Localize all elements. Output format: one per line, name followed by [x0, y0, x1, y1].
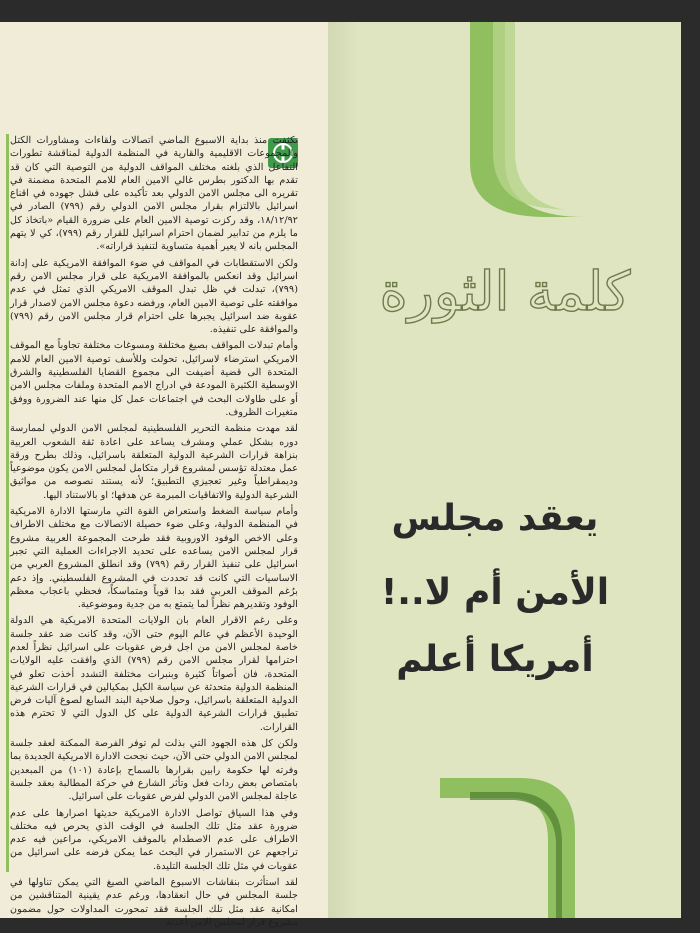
headline-line-1: يعقد مجلس الأمن أم لا..! [380, 498, 610, 613]
masthead-title: كلمة الثورة [379, 260, 631, 323]
top-green-swoosh [470, 22, 585, 217]
article-paragraph: لقد استأثرت بنقاشات الاسبوع الماضي الصيغ التي يمكن تناولها في جلسة المجلس في حال انعقادها، ورغم عدم يقينية المتناقشين من امكانية عقد مثل تلك الجلسة فقد تمحورت المداولات حول مضمون مشروع قرار لمجلس الامن أعدته [10, 877, 298, 928]
article-paragraph: وأمام سياسة الضغط واستعراض القوة التي مارستها الادارة الامريكية في المنظمة الدولية، وعلى ضوء حصيلة الاتصالات مع مختلف الاطراف وعلى الاخص الوفود الاوروبية فقد طرحت المجموعة العربية مشروع قرار لمجلس الامن يساعده على تحديد الاجراءات العملية التي تجبر اسرائيل على تنفيذ القرار رقم (٧٩٩) وقد انطلق المشروع العربي من الاساسيات التي كانت قد تحددت في المشروع الفلسطيني. وإذ دعم برُغم الموقف العربي فقد بدا قوياً ومتماسكاً، فحظي باعجاب معظم الوفود وتقديرهم نظراً لما يتمتع به من جدية وموضوعية. [10, 506, 298, 611]
top-green-swoosh-light [493, 22, 565, 210]
article-body [10, 134, 298, 932]
article-paragraph: لقد مهدت منظمة التحرير الفلسطينية لمجلس الامن الدولي لممارسة دوره بشكل عملي ومشرف يساعد على اعادة ثقة الشعوب العربية بنزاهة قرارات الشرعية الدولية المتعلقة باسرائيل، وذلك بطرح ورقة عمل معتدلة تؤسس لمشروع قرار متكامل لمجلس الامن يكون موضوعياً وديمقراطياً وغير تعجيزي التطبيق؛ لأنه يستند نصوصه من مواثيق الشرعية الدولية والاتفاقيات المبرمة عن هدفها؛ او بالاستناد اليها. [10, 423, 298, 501]
article-paragraph: ولكن كل هذه الجهود التي بذلت لم توفر الفرصة الممكنة لعقد جلسة لمجلس الامن الدولي حتى الآن، حيث نجحت الادارة الامريكية الجديدة بما وفرته لها حكومة رابين بقرارها بالسماح بإعادة (١٠١) من المبعدين بامتصاص بعض ردات فعل وتأثر الشارع في حركة المطالبة بعقد جلسة عاجلة لمجلس الامن الدولي لفرض عقوبات على اسرائيل. [10, 738, 298, 803]
column-rule [6, 134, 9, 872]
article-paragraph: ولكن الاستقطابات في المواقف في ضوء الموافقة الامريكية على إدانة اسرائيل وقد انعكس بالموافقة الامريكية على قرار مجلس الامن رقم (٧٩٩)، تبدلت في ظل تبدل الموقف الامريكي الذي تمثل في عدم موافقته على توصية الامين العام، ورفضه دعوة مجلس الامن لاصدار قرار عقوبة ضد اسرائيل يجبرها على احترام قرار مجلس الامن رقم (٧٩٩) والموافقة على تنفيذه. [10, 257, 298, 336]
article-paragraph: تكثفت منذ بداية الاسبوع الماضي اتصالات ولقاءات ومشاورات الكتل والمجموعات الاقليمية والقارية في المنظمة الدولية لمناقشة تطورات التفاعل الذي بلغته مختلف المواقف الدولية من التوصية التي كان قد تقدم بها الدكتور بطرس غالي الامين العام للامم المتحدة مضمنة في تقريره الى مجلس الامن الدولي بعد تأكيده على فشل جهوده في اقناع اسرائيل بالالتزام بقرار مجلس الامن الدولي رقم (٧٩٩) الصادر في ١٨/١٢/٩٢، وقد ركزت توصية الامين العام على ضرورة القيام «باتخاذ كل ما يلزم من تدابير لضمان احترام اسرائيل للقرار رقم (٧٩٩)، كي لا يتهم المجلس بانه لا يعير أهمية متساوية لتنفيذ قراراته». [10, 135, 299, 253]
cover-headline [345, 482, 645, 690]
article-paragraph: وعلى رغم الاقرار العام بان الولايات المتحدة الامريكية هي الدولة الوحيدة الأعظم في عالم اليوم حتى الآن، وقد كانت ضد عقد جلسة خاصة لمجلس الامن من اجل فرض عقوبات على اسرائيل نظراً لعدم احترامها لقرار مجلس الامن رقم (٧٩٩) الذي وافقت عليه الولايات المتحدة، فان أصواتاً كثيرة وبنبرات مختلفة التشدد أخذت تعلو في المنظمة الدولية متحدثة عن سياسة الكيل بمكيالين في قرارات الشرعية الدولية المتعلقة باسرائيل، وحول صلاحية البند السابع لصوغ آليات فرض تطبيق قرارات الشرعية الدولية على كل الدول التي لا تحترم هذه القرارات. [10, 615, 298, 733]
headline-line-2: أمريكا أعلم [396, 639, 594, 680]
article-paragraph: وفي هذا السياق تواصل الادارة الامريكية حديثها اصرارها على عدم ضرورة عقد مثل تلك الجلسة في الوقت الذي يحرص فيه مختلف الاطراف على عدم الاصطدام بالموقف الامريكي، مراعين فيه عدم تراجعهم عن الاستمرار في البحث عما يمكن فرضه على اسرائيل من عقوبات في مثل تلك الجلسة التليدة. [10, 807, 298, 872]
magazine-page [0, 22, 681, 928]
article-paragraph: وأمام تبدلات المواقف بصيغ مختلفة ومسوغات مختلفة تجاوباً مع الموقف الامريكي استرضاء لاسرائيل، تحولت وللأسف توصية الامين العام للامم المتحدة الى قضية أضيفت الى مجموع القضايا الفلسطينية والشرق الاوسطية الكثيرة المودعة في ادراج الامم المتحدة وملفات مجلس الامن أو على طاولات البحث في اجتماعات عمل كل منها عند الضرورة ووفق متغيرات الظروف. [10, 340, 298, 418]
